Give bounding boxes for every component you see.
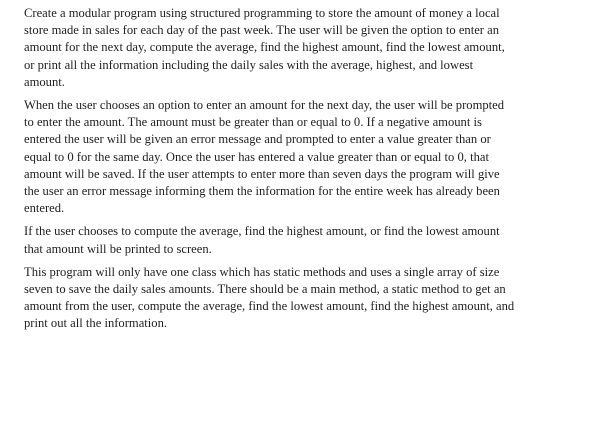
text-line: If the user chooses to compute the average, find the highest amount, or find the lowest amount — [24, 224, 500, 239]
text-line: equal to 0 for the same day. Once the user has entered a value greater than or equal to 0, that — [24, 149, 489, 164]
text-line: Create a modular program using structured programming to store the amount of money a local — [24, 6, 500, 20]
paragraph-program-structure — [24, 264, 586, 333]
text-line: the user an error message informing them the information for the entire week has already been — [24, 184, 500, 199]
text-line: When the user chooses an option to enter an amount for the next day, the user will be prompted — [24, 98, 505, 113]
text-line: print out all the information. — [24, 316, 168, 331]
text-line: This program will only have one class which has static methods and uses a single array of size — [24, 264, 500, 279]
text-line: or print all the information including the daily sales with the average, highest, and lowest — [24, 57, 474, 72]
paragraph-compute-options — [24, 223, 586, 257]
assignment-document — [24, 5, 586, 339]
text-line: amount for the next day, compute the average, find the highest amount, find the lowest amount, — [24, 40, 505, 55]
text-line: amount will be saved. If the user attempts to enter more than seven days the program will give — [24, 166, 500, 181]
text-line: store made in sales for each day of the past week. The user will be given the option to enter an — [24, 23, 500, 38]
text-line: entered the user will be given an error message and prompted to enter a value greater than or — [24, 132, 491, 147]
text-line: entered. — [24, 201, 65, 216]
text-line: seven to save the daily sales amounts. There should be a main method, a static method to get an — [24, 282, 506, 297]
text-line: that amount will be printed to screen. — [24, 241, 212, 256]
paragraph-enter-amount — [24, 97, 586, 217]
paragraph-overview — [24, 5, 586, 91]
text-line: to enter the amount. The amount must be greater than or equal to 0. If a negative amount is — [24, 115, 482, 130]
text-line: amount. — [24, 74, 65, 89]
text-line: amount from the user, compute the average, find the lowest amount, find the highest amount, and — [24, 299, 515, 314]
